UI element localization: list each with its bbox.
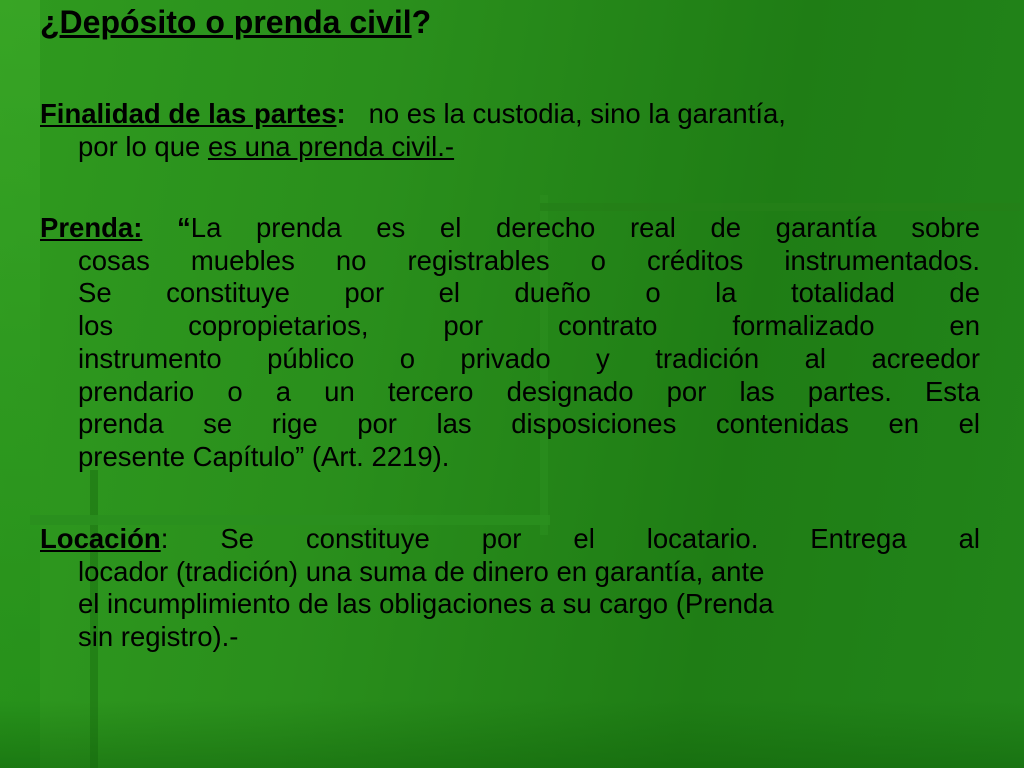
- prenda-line: prenda se rige por las disposiciones contenidas en el: [78, 408, 980, 440]
- locacion-label: Locación: [40, 523, 161, 554]
- paragraph-finalidad: [40, 98, 980, 163]
- prenda-text-1: La prenda es el derecho real de garantía sobre: [190, 212, 981, 243]
- prenda-line-last: presente Capítulo” (Art. 2219).: [78, 440, 450, 472]
- finalidad-colon: :: [336, 98, 346, 129]
- locacion-line-last: sin registro).-: [78, 621, 239, 653]
- locacion-line: el incumplimiento de las obligaciones a su cargo (Prenda: [78, 588, 774, 620]
- prenda-line-1: [40, 212, 980, 245]
- title-suffix: ?: [411, 4, 432, 40]
- finalidad-line-1: [40, 98, 980, 131]
- finalidad-label: Finalidad de las partes: [40, 98, 337, 129]
- title-prefix: ¿: [40, 4, 60, 40]
- locacion-line-1: [40, 523, 980, 556]
- finalidad-text-2-underlined: es una prenda civil.-: [207, 130, 455, 162]
- prenda-line: cosas muebles no registrables o créditos instrumentados.: [78, 244, 980, 276]
- prenda-line: instrumento público o privado y tradición al acreedor: [78, 342, 980, 374]
- paragraph-prenda: [40, 212, 980, 474]
- locacion-text-1: : Se constituye por el locatario. Entrega al: [160, 523, 980, 554]
- locacion-line: locador (tradición) una suma de dinero en garantía, ante: [78, 555, 765, 587]
- finalidad-text-1: no es la custodia, sino la garantía,: [368, 98, 786, 129]
- slide-title: [40, 2, 431, 42]
- paragraph-locacion: [40, 523, 980, 654]
- prenda-quote-open: “: [177, 212, 191, 243]
- prenda-line: los copropietarios, por contrato formalizado en: [78, 310, 980, 342]
- prenda-label: Prenda:: [40, 212, 143, 243]
- prenda-line: prendario o a un tercero designado por las partes. Esta: [78, 375, 980, 407]
- finalidad-text-2: por lo que: [78, 130, 208, 162]
- finalidad-line-2: [40, 131, 980, 164]
- title-underlined: Depósito o prenda civil: [59, 4, 412, 40]
- prenda-line: Se constituye por el dueño o la totalidad de: [78, 277, 980, 309]
